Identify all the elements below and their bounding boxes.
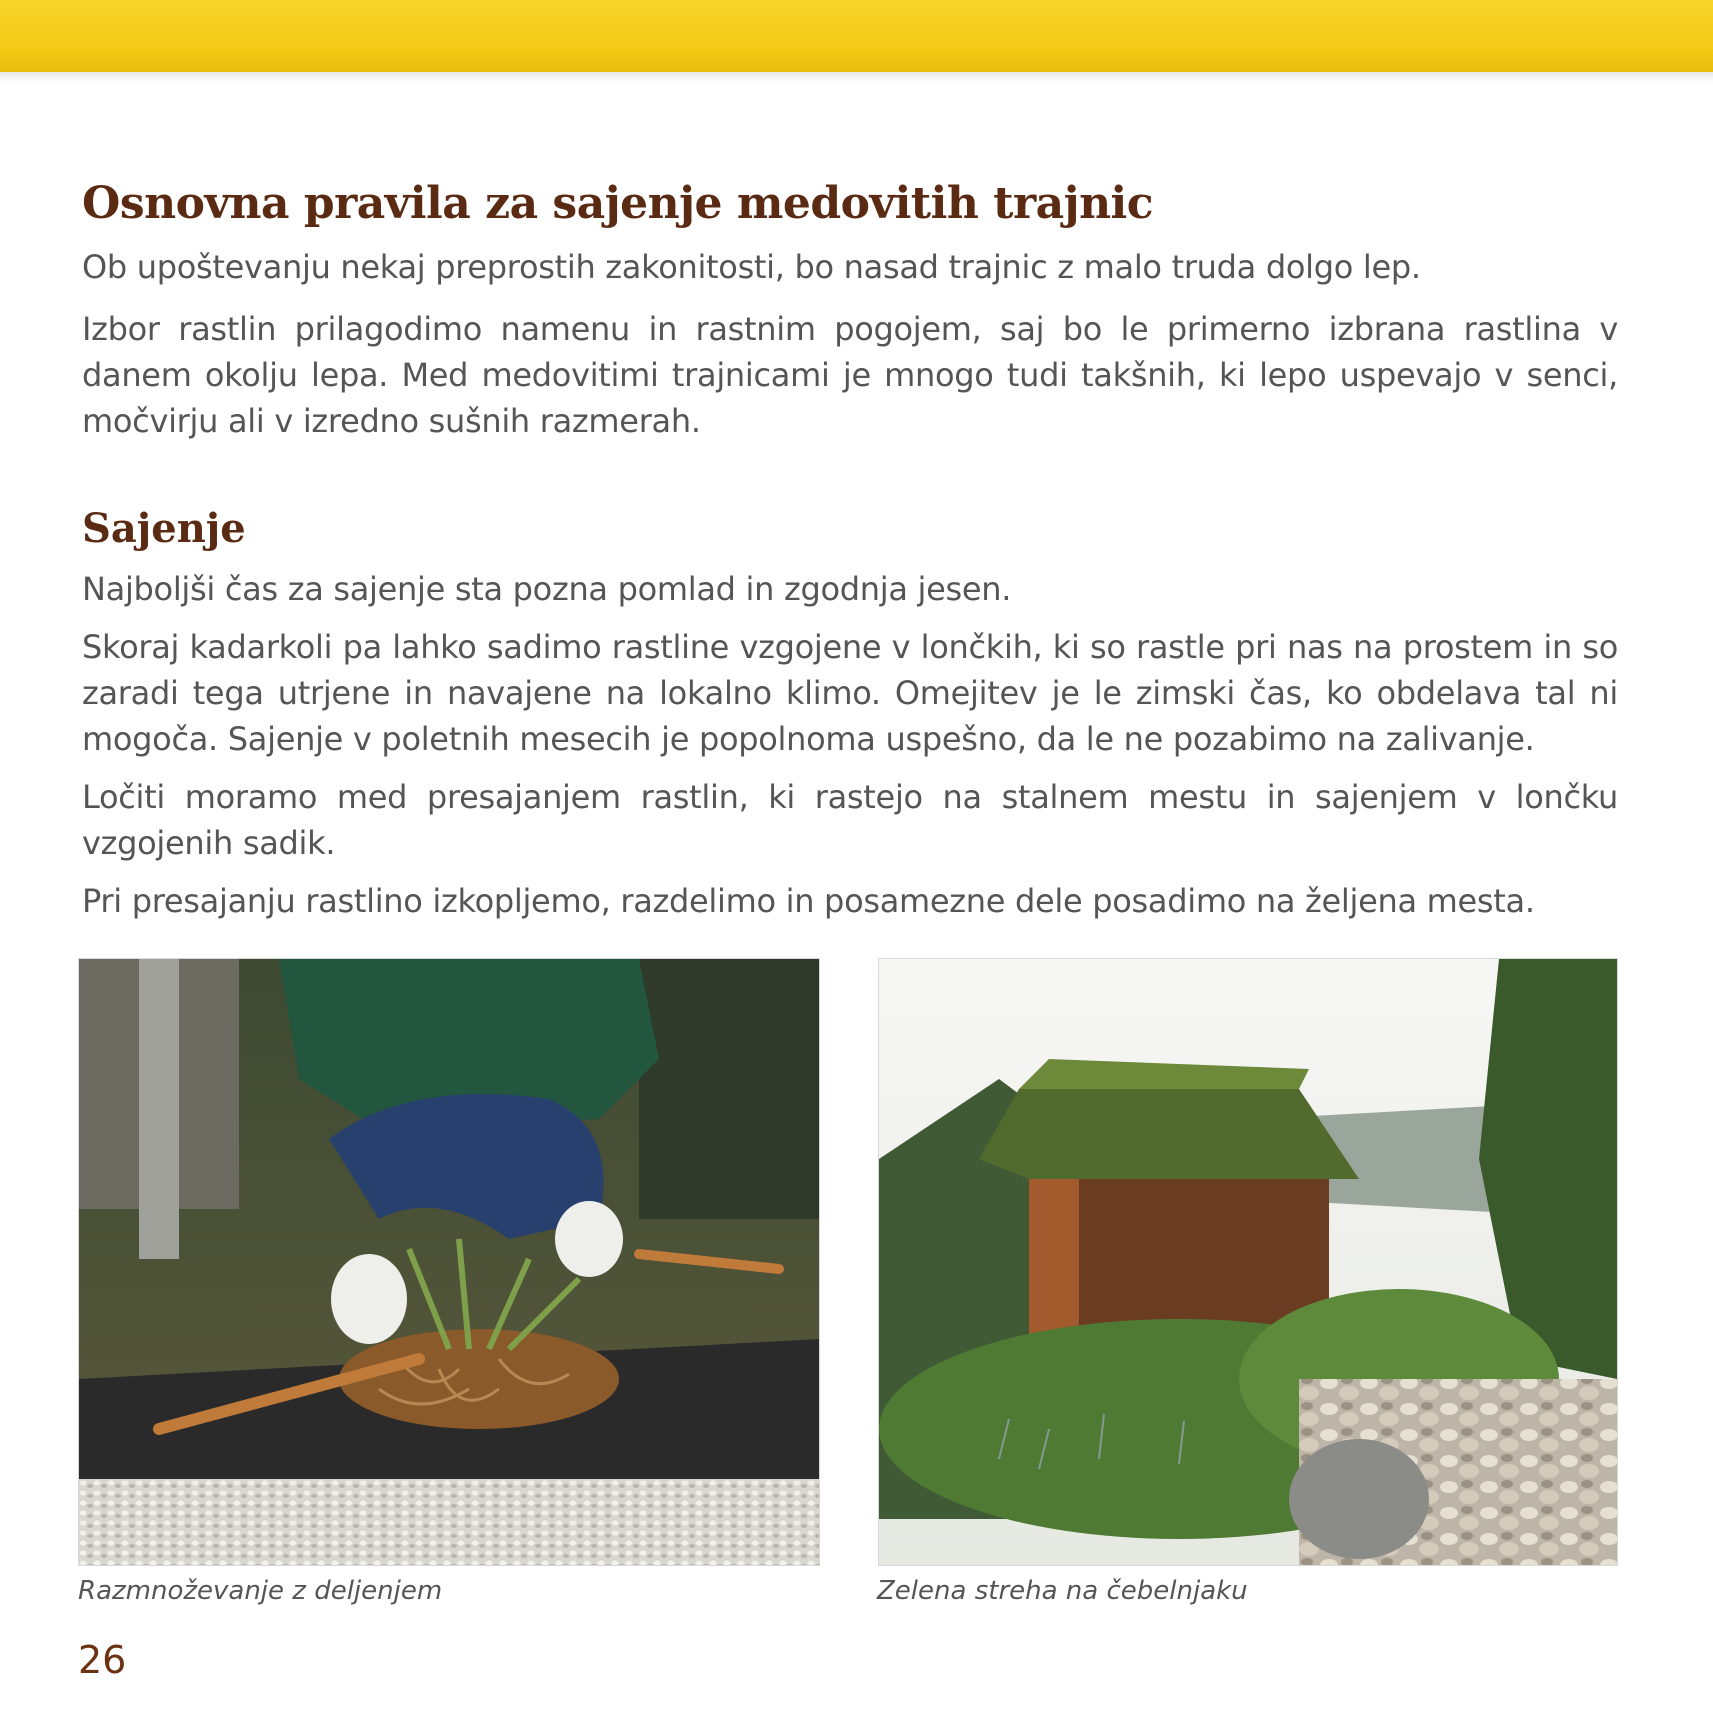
photo-green-roof-illustration [879,959,1617,1565]
section-title-planting: Sajenje [82,505,246,552]
photo-green-roof-beehouse [878,958,1618,1566]
photo-division-illustration [79,959,819,1565]
paragraph-transplanting-distinction: Ločiti moramo med presajanjem rastlin, ki rastejo na stalnem mestu in sajenjem v lončku vzgojenih sadik. [82,778,1618,862]
top-yellow-band [0,0,1713,72]
paragraph-plant-selection: Izbor rastlin prilagodimo namenu in rastnim pogojem, saj bo le primerno izbrana rastlina v danem okolju lepa. Med medovitimi trajnicami je mnogo tudi takšnih, ki lepo uspevajo v senci, močvirju ali v izredno sušnih razmerah. [82,310,1618,440]
paragraph-transplanting-steps: Pri presajanju rastlino izkopljemo, razdelimo in posamezne dele posadimo na željena mesta. [82,882,1535,920]
paragraph-best-time: Najboljši čas za sajenje sta pozna pomlad in zgodnja jesen. [82,570,1012,608]
top-band-shadow [0,72,1713,82]
caption-green-roof-beehouse: Zelena streha na čebelnjaku [877,1576,1248,1606]
photo-division-propagation [78,958,820,1566]
section-title-planting-rules: Osnovna pravila za sajenje medovitih trajnic [82,178,1154,229]
caption-division-propagation: Razmnoževanje z deljenjem [78,1576,443,1606]
paragraph-intro: Ob upoštevanju nekaj preprostih zakonitosti, bo nasad trajnic z malo truda dolgo lep. [82,248,1421,286]
paragraph-potted-plants: Skoraj kadarkoli pa lahko sadimo rastline vzgojene v lončkih, ki so rastle pri nas na prostem in so zaradi tega utrjene in navajene na lokalno klimo. Omejitev je le zimski čas, ko obdelava tal ni mogoča. Sajenje v poletnih mesecih je popolnoma uspešno, da le ne pozabimo na zalivanje. [82,628,1618,758]
page-number: 26 [78,1638,127,1682]
